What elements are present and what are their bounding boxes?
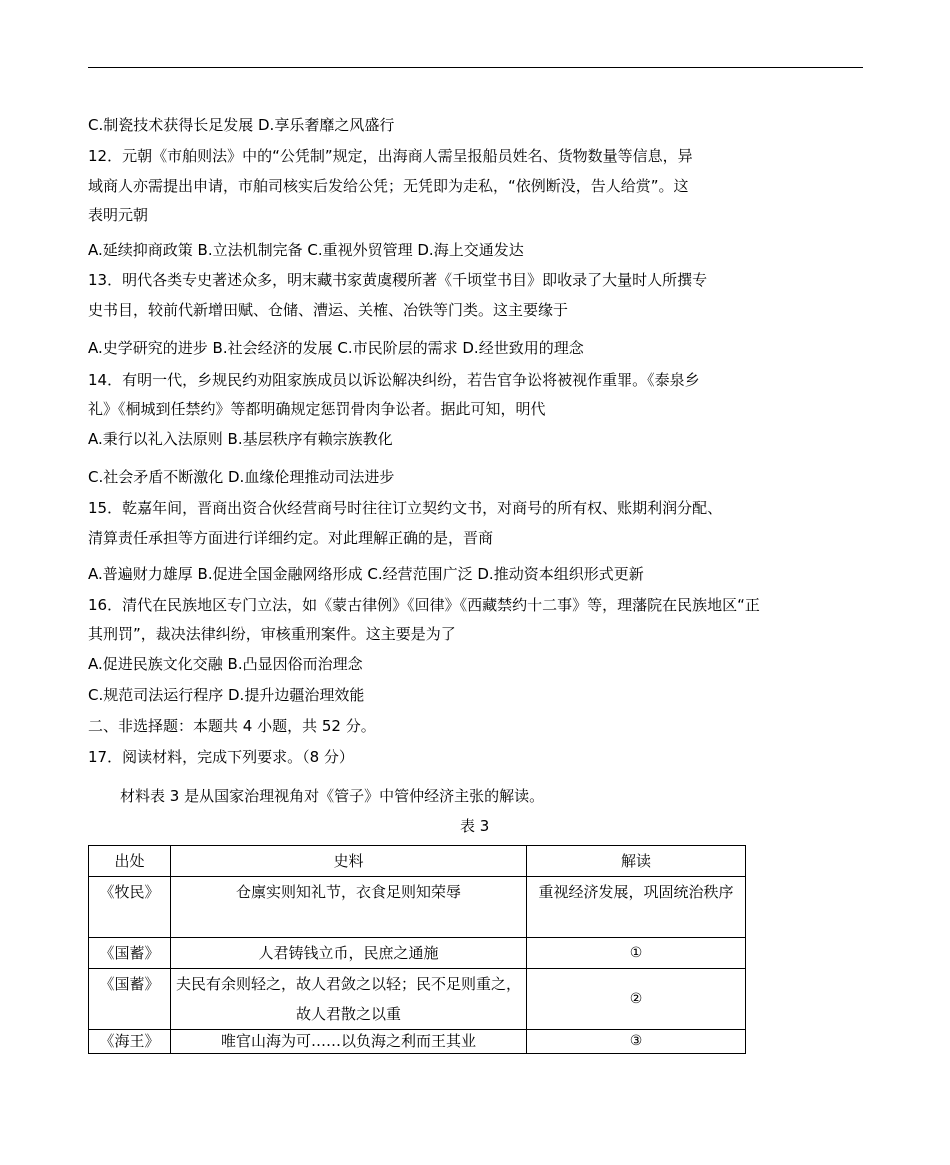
header-rule (88, 67, 863, 68)
q12-stem-line2: 域商人亦需提出申请，市舶司核实后发给公凭；无凭即为走私，“依例断没，告人给赏”。这 (88, 177, 689, 195)
header-source: 出处 (89, 846, 171, 877)
q13-stem-line1: 13．明代各类专史著述众多，明末藏书家黄虞稷所著《千顷堂书目》即收录了大量时人所撰专 (88, 271, 708, 289)
cell-material: 仓廪实则知礼节，衣食足则知荣辱 (171, 877, 527, 938)
q17-stem: 17．阅读材料，完成下列要求。（8 分） (88, 748, 354, 766)
cell-source: 《海王》 (89, 1030, 171, 1054)
cell-interpretation: ③ (527, 1030, 746, 1054)
header-material: 史料 (171, 846, 527, 877)
q13-options: A.史学研究的进步 B.社会经济的发展 C.市民阶层的需求 D.经世致用的理念 (88, 339, 584, 357)
table-row (89, 1030, 746, 1054)
q12-options: A.延续抑商政策 B.立法机制完备 C.重视外贸管理 D.海上交通发达 (88, 241, 524, 259)
q16-stem-line1: 16．清代在民族地区专门立法，如《蒙古律例》《回律》《西藏禁约十二事》等，理藩院在民族地区“正 (88, 596, 760, 614)
cell-source: 《国蓄》 (89, 938, 171, 969)
q12-stem-line1: 12．元朝《市舶则法》中的“公凭制”规定，出海商人需呈报船员姓名、货物数量等信息，异 (88, 147, 693, 165)
cell-interpretation: ② (527, 969, 746, 1030)
material-intro: 材料表 3 是从国家治理视角对《管子》中管仲经济主张的解读。 (120, 787, 545, 805)
table-row (89, 938, 746, 969)
q14-stem-line1: 14．有明一代，乡规民约劝阻家族成员以诉讼解决纠纷，若告官争讼将被视作重罪。《泰泉乡 (88, 371, 700, 389)
cell-source: 《国蓄》 (89, 969, 171, 1030)
source-table (88, 845, 746, 1054)
table-row (89, 969, 746, 1030)
q11-options-cd: C.制瓷技术获得长足发展 D.享乐奢靡之风盛行 (88, 116, 395, 134)
q12-stem-line3: 表明元朝 (88, 206, 149, 224)
table-row (89, 877, 746, 938)
q15-stem-line2: 清算责任承担等方面进行详细约定。对此理解正确的是，晋商 (88, 529, 494, 547)
table-header-row (89, 846, 746, 877)
q16-options-cd: C.规范司法运行程序 D.提升边疆治理效能 (88, 686, 365, 704)
cell-material: 夫民有余则轻之，故人君敛之以轻；民不足则重之，故人君散之以重 (171, 969, 527, 1030)
cell-material: 唯官山海为可……以负海之利而王其业 (171, 1030, 527, 1054)
table-caption: 表 3 (460, 817, 490, 835)
q13-stem-line2: 史书目，较前代新增田赋、仓储、漕运、关榷、冶铁等门类。这主要缘于 (88, 301, 569, 319)
section-two-heading: 二、非选择题：本题共 4 小题，共 52 分。 (88, 717, 376, 735)
cell-interpretation: ① (527, 938, 746, 969)
q16-options-ab: A.促进民族文化交融 B.凸显因俗而治理念 (88, 655, 363, 673)
cell-material: 人君铸钱立币，民庶之通施 (171, 938, 527, 969)
q16-stem-line2: 其刑罚”，裁决法律纠纷，审核重刑案件。这主要是为了 (88, 625, 456, 643)
q15-stem-line1: 15．乾嘉年间，晋商出资合伙经营商号时往往订立契约文书，对商号的所有权、账期利润分配、 (88, 499, 723, 517)
q14-options-cd: C.社会矛盾不断激化 D.血缘伦理推动司法进步 (88, 468, 395, 486)
header-interpretation: 解读 (527, 846, 746, 877)
q14-stem-line2: 礼》《桐城到任禁约》等都明确规定惩罚骨肉争讼者。据此可知，明代 (88, 400, 546, 418)
q15-options: A.普遍财力雄厚 B.促进全国金融网络形成 C.经营范围广泛 D.推动资本组织形式更新 (88, 565, 644, 583)
cell-interpretation: 重视经济发展，巩固统治秩序 (527, 877, 746, 938)
q14-options-ab: A.秉行以礼入法原则 B.基层秩序有赖宗族教化 (88, 430, 393, 448)
cell-source: 《牧民》 (89, 877, 171, 938)
